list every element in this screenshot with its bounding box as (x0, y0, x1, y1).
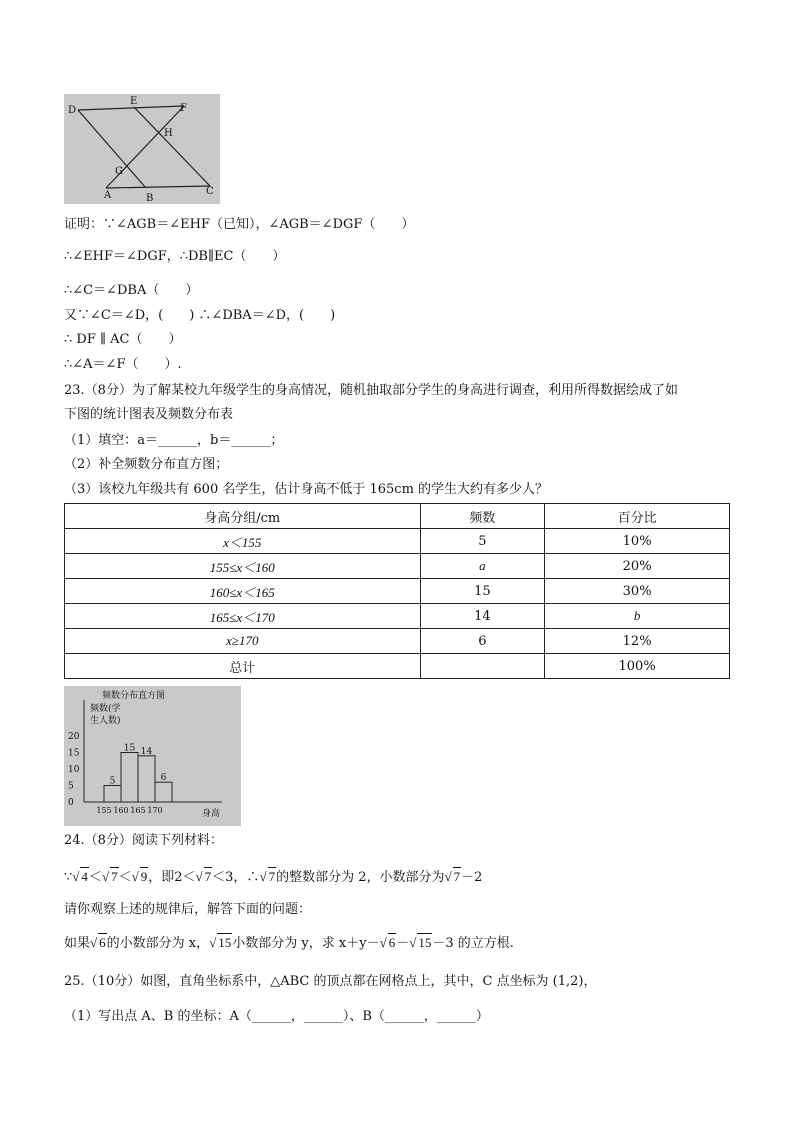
table-cell: x≥170 (65, 629, 421, 654)
histogram-bar (155, 782, 172, 802)
histogram-title: 频数分布直方图 (102, 691, 166, 701)
y-tick-label: 5 (68, 781, 74, 792)
label-F: F (180, 103, 187, 114)
bar-value-label: 15 (123, 743, 136, 754)
table-cell: 14 (420, 604, 545, 629)
x-tick-label: 155 (96, 806, 112, 815)
table-cell: 20% (545, 554, 730, 579)
q24-question: 如果√ 6的小数部分为 x，√ 15小数部分为 y，求 x＋y－√ 6－√ 15－3 的立方根. (64, 933, 514, 953)
histogram-ylabel-2: 生人数) (90, 716, 121, 726)
proof-line-3: ∴∠C＝∠DBA（ ） (64, 283, 199, 298)
table-cell: 总计 (65, 654, 421, 679)
table-cell: 6 (420, 629, 545, 654)
q24-instruction: 请你观察上述的规律后，解答下面的问题： (64, 902, 312, 917)
table-cell: 165≤x＜170 (65, 604, 421, 629)
bar-value-label: 5 (109, 776, 116, 787)
label-C: C (206, 186, 214, 197)
histogram-bar (104, 786, 121, 803)
frequency-table (64, 503, 730, 679)
q24-material: ∵√ 4＜√ 7＜√ 9，即2＜√ 7＜3，∴√ 7的整数部分为 2，小数部分为√ 7－2 (64, 867, 482, 887)
table-cell: 100% (545, 654, 730, 679)
label-E: E (130, 96, 138, 107)
bar-value-label: 14 (140, 746, 153, 757)
table-cell (420, 654, 545, 679)
x-tick-label: 160 (113, 806, 129, 815)
proof-line-5: ∴ DF ∥ AC（ ） (64, 332, 182, 347)
label-B: B (146, 193, 154, 204)
label-D: D (68, 105, 77, 116)
label-G: G (115, 166, 123, 177)
table-row (65, 629, 730, 654)
table-cell: a (420, 554, 545, 579)
table-cell: x＜155 (65, 529, 421, 554)
q24-title: 24.（8分）阅读下列材料： (64, 833, 223, 848)
header-group: 身高分组/cm (65, 504, 421, 529)
histogram-bar (138, 756, 155, 802)
proof-line-6: ∴∠A＝∠F（ ）. (64, 357, 182, 372)
x-tick-label: 165 (130, 806, 146, 815)
histogram-xlabel: 身高 (202, 809, 221, 819)
histogram-svg (64, 686, 241, 826)
table-header-row (65, 504, 730, 529)
y-tick-label: 10 (68, 765, 80, 775)
table-cell: b (545, 604, 730, 629)
q25-title: 25.（10分）如图，直角坐标系中，△ABC 的顶点都在网格点上，其中，C 点坐标为 (1,2)， (64, 974, 597, 989)
table-row (65, 579, 730, 604)
label-H: H (164, 128, 173, 139)
x-tick-label: 170 (147, 806, 163, 815)
table-row (65, 554, 730, 579)
q23-title-2: 下图的统计图表及频数分布表 (64, 407, 234, 422)
histogram-ylabel-1: 频数(学 (90, 704, 121, 714)
y-tick-label: 20 (68, 732, 80, 742)
bar-value-label: 6 (160, 773, 167, 784)
table-cell: 30% (545, 579, 730, 604)
proof-line-1: 证明：∵∠AGB＝∠EHF（已知），∠AGB＝∠DGF（ ） (64, 217, 415, 232)
q23-title: 23.（8分）为了解某校九年级学生的身高情况，随机抽取部分学生的身高进行调查，利用所得数据绘成了如 (64, 383, 678, 398)
table-cell: 155≤x＜160 (65, 554, 421, 579)
q25-part-1: （1）写出点 A、B 的坐标：A（______，______）、B（______，______） (64, 1009, 489, 1024)
y-tick-label: 15 (68, 748, 80, 759)
histogram-figure (64, 686, 241, 826)
table-cell: 15 (420, 579, 545, 604)
table-cell: 12% (545, 629, 730, 654)
q23-part-1: （1）填空：a＝______，b＝______； (64, 433, 284, 448)
table-row (65, 654, 730, 679)
table-cell: 10% (545, 529, 730, 554)
geometry-figure (64, 94, 220, 204)
label-A: A (104, 190, 112, 201)
header-frequency: 频数 (420, 504, 545, 529)
q23-part-2: （2）补全频数分布直方图； (64, 457, 229, 472)
header-percent: 百分比 (545, 504, 730, 529)
q23-part-3: （3）该校九年级共有 600 名学生，估计身高不低于 165cm 的学生大约有多少人？ (64, 482, 549, 497)
geometry-figure-svg (64, 94, 220, 204)
proof-line-4: 又∵∠C＝∠D，( ) ∴∠DBA＝∠D，( ) (64, 308, 336, 323)
proof-line-2: ∴∠EHF＝∠DGF，∴DB∥EC（ ） (64, 249, 286, 264)
y-tick-label: 0 (68, 798, 74, 808)
table-row (65, 529, 730, 554)
table-cell: 160≤x＜165 (65, 579, 421, 604)
table-cell: 5 (420, 529, 545, 554)
table-row (65, 604, 730, 629)
histogram-bar (121, 753, 138, 803)
